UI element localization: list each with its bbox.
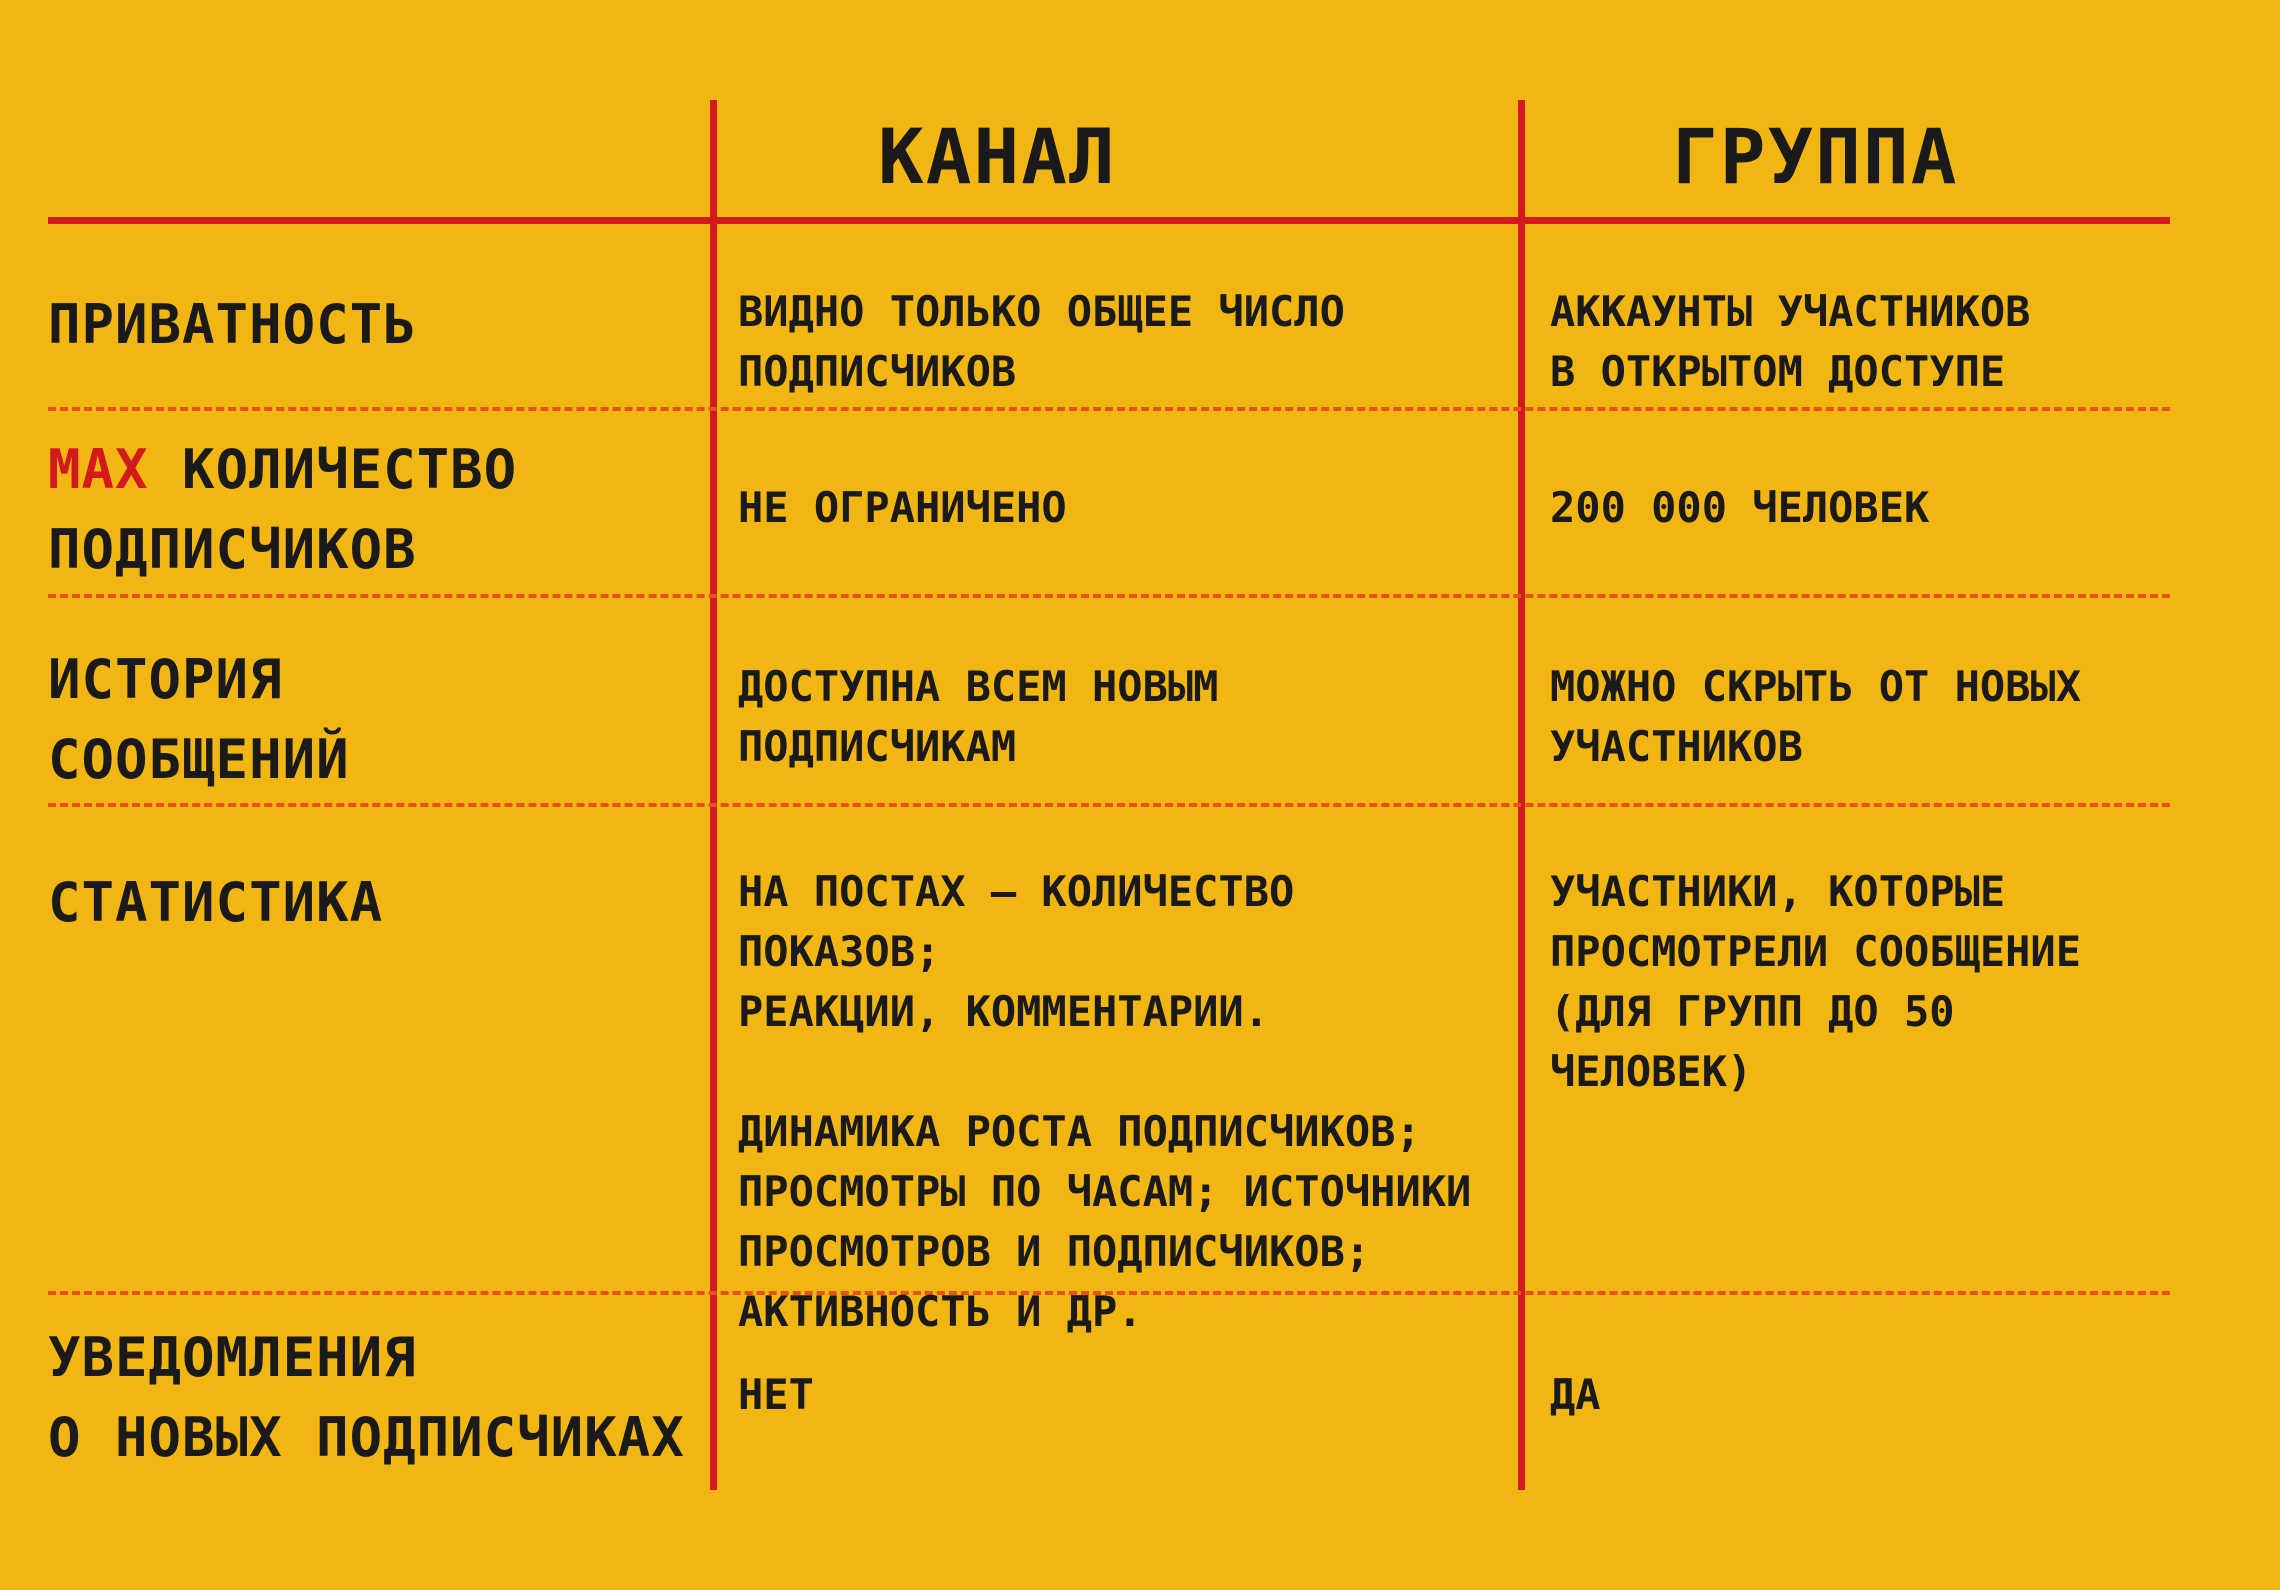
cell-statistics-group: УЧАСТНИКИ, КОТОРЫЕ ПРОСМОТРЕЛИ СООБЩЕНИЕ (ДЛЯ ГРУПП ДО 50 ЧЕЛОВЕК) bbox=[1550, 867, 2082, 1096]
row-label-history: ИСТОРИЯ СООБЩЕНИЙ bbox=[48, 648, 350, 791]
column-divider-2 bbox=[1518, 100, 1525, 1490]
row-label-max-subscribers bbox=[48, 430, 517, 590]
row-label-notifications: УВЕДОМЛЕНИЯ О НОВЫХ ПОДПИСЧИКАХ bbox=[48, 1326, 685, 1469]
header-rule bbox=[48, 217, 2170, 224]
row-divider bbox=[48, 407, 2170, 411]
row-divider bbox=[48, 594, 2170, 598]
header-channel: КАНАЛ bbox=[878, 112, 1117, 201]
row-label-statistics: СТАТИСТИКА bbox=[48, 871, 384, 934]
cell-max-channel: НЕ ОГРАНИЧЕНО bbox=[738, 483, 1067, 532]
label-rest: КОЛИЧЕСТВО bbox=[148, 438, 518, 501]
cell-history-group: МОЖНО СКРЫТЬ ОТ НОВЫХ УЧАСТНИКОВ bbox=[1550, 662, 2082, 771]
header-group: ГРУППА bbox=[1672, 112, 1959, 201]
column-divider-1 bbox=[710, 100, 717, 1490]
cell-privacy-group: АККАУНТЫ УЧАСТНИКОВ В ОТКРЫТОМ ДОСТУПЕ bbox=[1550, 287, 2031, 396]
cell-statistics-channel: НА ПОСТАХ — КОЛИЧЕСТВО ПОКАЗОВ; РЕАКЦИИ, КОММЕНТАРИИ. ДИНАМИКА РОСТА ПОДПИСЧИКОВ; ПРОСМОТРЫ ПО ЧАСАМ; ИСТОЧНИКИ ПРОСМОТРОВ И ПОДПИСЧИКОВ; АКТИВНОСТЬ И ДР. bbox=[738, 867, 1472, 1336]
max-accent: MAX bbox=[48, 438, 149, 501]
cell-history-channel: ДОСТУПНА ВСЕМ НОВЫМ ПОДПИСЧИКАМ bbox=[738, 662, 1219, 771]
cell-max-group: 200 000 ЧЕЛОВЕК bbox=[1550, 483, 1930, 532]
row-label-privacy: ПРИВАТНОСТЬ bbox=[48, 293, 417, 356]
label-line2: ПОДПИСЧИКОВ bbox=[48, 518, 417, 581]
cell-privacy-channel: ВИДНО ТОЛЬКО ОБЩЕЕ ЧИСЛО ПОДПИСЧИКОВ bbox=[738, 287, 1345, 396]
row-divider bbox=[48, 803, 2170, 807]
cell-notifications-channel: НЕТ bbox=[738, 1370, 814, 1419]
cell-notifications-group: ДА bbox=[1550, 1370, 1601, 1419]
